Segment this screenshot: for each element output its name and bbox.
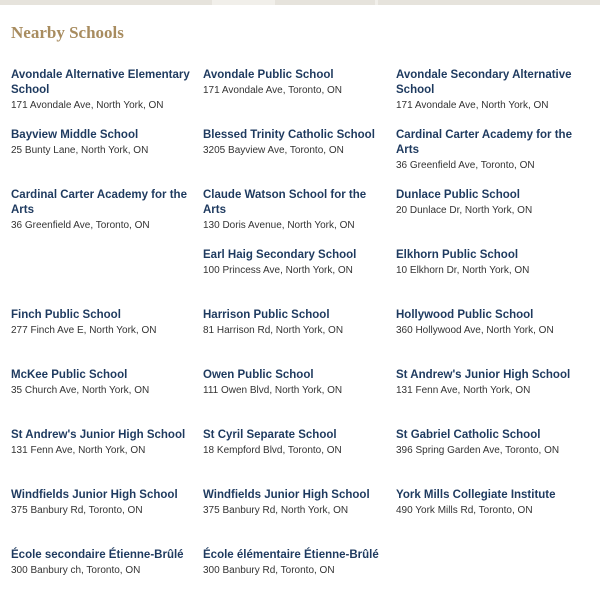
school-name-link[interactable]: Windfields Junior High School <box>203 489 370 501</box>
school-name-link[interactable]: Elkhorn Public School <box>396 249 519 261</box>
school-name-link[interactable]: Windfields Junior High School <box>11 489 178 501</box>
school-name-link[interactable]: Avondale Secondary Alternative School <box>396 69 572 96</box>
school-address: 277 Finch Ave E, North York, ON <box>11 325 157 336</box>
school-address: 36 Greenfield Ave, Toronto, ON <box>11 220 150 231</box>
school-name-link[interactable]: St Cyril Separate School <box>203 429 337 441</box>
school-entry <box>11 426 203 486</box>
school-address: 100 Princess Ave, North York, ON <box>203 265 353 276</box>
school-name-link[interactable]: Avondale Alternative Elementary School <box>11 69 190 96</box>
school-address: 171 Avondale Ave, Toronto, ON <box>203 85 342 96</box>
school-address: 20 Dunlace Dr, North York, ON <box>396 205 533 216</box>
school-entry <box>11 186 203 246</box>
school-entry <box>11 66 203 126</box>
school-address: 10 Elkhorn Dr, North York, ON <box>396 265 530 276</box>
school-name-link[interactable]: Harrison Public School <box>203 309 330 321</box>
school-address: 171 Avondale Ave, North York, ON <box>11 100 164 111</box>
school-address: 3205 Bayview Ave, Toronto, ON <box>203 145 344 156</box>
school-name-link[interactable]: Cardinal Carter Academy for the Arts <box>11 189 187 216</box>
school-entry <box>396 426 591 486</box>
school-entry <box>11 306 203 366</box>
school-address: 300 Banbury ch, Toronto, ON <box>11 565 141 576</box>
tab-strip-segment <box>378 0 600 5</box>
school-address: 36 Greenfield Ave, Toronto, ON <box>396 160 535 171</box>
school-entry <box>203 486 396 546</box>
school-address: 375 Banbury Rd, North York, ON <box>203 505 349 516</box>
school-entry <box>203 426 396 486</box>
top-tab-strip <box>0 0 600 5</box>
school-name-link[interactable]: Avondale Public School <box>203 69 334 81</box>
school-name-link[interactable]: École élémentaire Étienne-Brûlé <box>203 549 379 561</box>
school-name-link[interactable]: Blessed Trinity Catholic School <box>203 129 375 141</box>
school-name-link[interactable]: St Andrew's Junior High School <box>396 369 571 381</box>
school-entry <box>396 126 591 186</box>
school-name-link[interactable]: Cardinal Carter Academy for the Arts <box>396 129 572 156</box>
school-entry <box>396 366 591 426</box>
school-address: 18 Kempford Blvd, Toronto, ON <box>203 445 342 456</box>
school-name-link[interactable]: Finch Public School <box>11 309 121 321</box>
school-name-link[interactable]: Bayview Middle School <box>11 129 139 141</box>
section-heading: Nearby Schools <box>11 23 124 42</box>
school-grid <box>11 66 591 606</box>
school-address: 171 Avondale Ave, North York, ON <box>396 100 549 111</box>
school-address: 300 Banbury Rd, Toronto, ON <box>203 565 335 576</box>
school-entry <box>396 246 591 306</box>
school-entry <box>203 66 396 126</box>
school-entry <box>396 66 591 126</box>
school-name-link[interactable]: Dunlace Public School <box>396 189 520 201</box>
school-address: 375 Banbury Rd, Toronto, ON <box>11 505 143 516</box>
school-name-link[interactable]: McKee Public School <box>11 369 128 381</box>
school-entry <box>11 366 203 426</box>
tab-strip-segment <box>275 0 375 5</box>
school-address: 111 Owen Blvd, North York, ON <box>203 385 343 396</box>
school-entry <box>396 186 591 246</box>
school-name-link[interactable]: Owen Public School <box>203 369 314 381</box>
school-entry <box>11 546 203 606</box>
school-address: 360 Hollywood Ave, North York, ON <box>396 325 554 336</box>
school-entry <box>203 246 396 306</box>
school-address: 130 Doris Avenue, North York, ON <box>203 220 355 231</box>
tab-strip-segment <box>0 0 212 5</box>
school-entry <box>203 186 396 246</box>
school-address: 490 York Mills Rd, Toronto, ON <box>396 505 533 516</box>
school-address: 396 Spring Garden Ave, Toronto, ON <box>396 445 560 456</box>
school-entry <box>203 306 396 366</box>
school-address: 131 Fenn Ave, North York, ON <box>396 385 531 396</box>
school-entry <box>11 486 203 546</box>
school-address: 25 Bunty Lane, North York, ON <box>11 145 149 156</box>
school-address: 35 Church Ave, North York, ON <box>11 385 150 396</box>
school-entry <box>203 126 396 186</box>
school-address: 131 Fenn Ave, North York, ON <box>11 445 146 456</box>
school-entry <box>11 126 203 186</box>
school-name-link[interactable]: St Andrew's Junior High School <box>11 429 186 441</box>
school-name-link[interactable]: York Mills Collegiate Institute <box>396 489 556 501</box>
school-name-link[interactable]: Hollywood Public School <box>396 309 534 321</box>
school-entry <box>203 366 396 426</box>
school-address: 81 Harrison Rd, North York, ON <box>203 325 344 336</box>
school-entry <box>203 546 396 606</box>
school-entry <box>396 486 591 546</box>
school-entry <box>396 306 591 366</box>
empty-cell <box>11 246 203 306</box>
empty-cell <box>396 546 591 606</box>
school-name-link[interactable]: Earl Haig Secondary School <box>203 249 357 261</box>
school-name-link[interactable]: St Gabriel Catholic School <box>396 429 541 441</box>
school-name-link[interactable]: École secondaire Étienne-Brûlé <box>11 549 184 561</box>
school-name-link[interactable]: Claude Watson School for the Arts <box>203 189 367 216</box>
